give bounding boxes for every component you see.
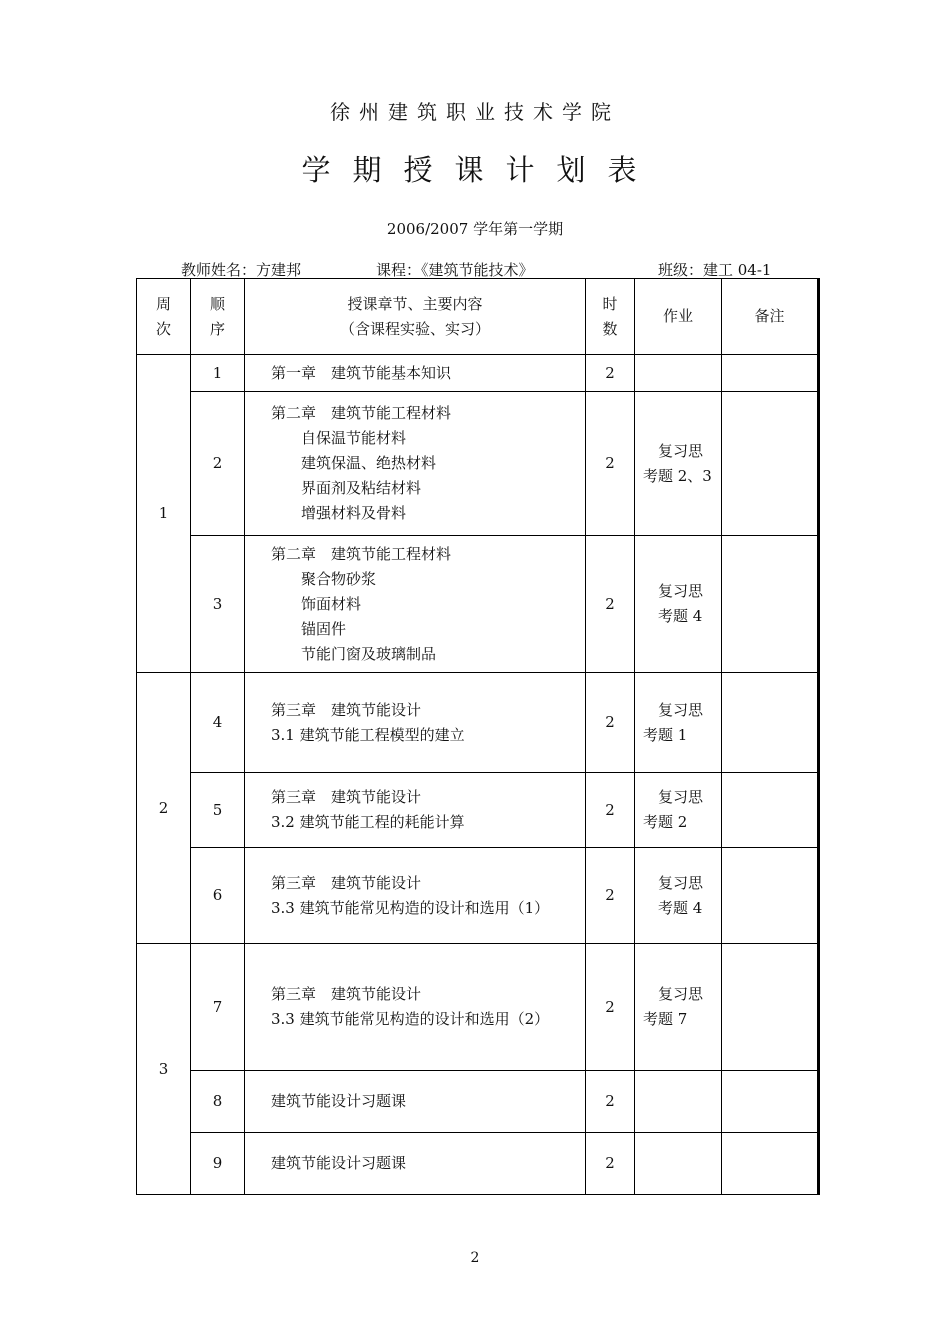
page-title: 学期授课计划表 <box>301 153 659 187</box>
week-cell: 3 <box>137 944 191 1195</box>
sequence-cell: 2 <box>191 392 245 536</box>
table-row <box>137 944 819 1071</box>
sequence-cell: 9 <box>191 1133 245 1195</box>
content-cell: 第三章 建筑节能设计 3.2 建筑节能工程的耗能计算 <box>245 773 586 848</box>
term-label: 2006/2007 学年第一学期 <box>386 220 564 238</box>
remarks-cell <box>722 1071 819 1133</box>
remarks-header: 备注 <box>722 279 819 355</box>
table-row <box>137 773 819 848</box>
homework-cell <box>635 1071 722 1133</box>
remarks-cell <box>722 1133 819 1195</box>
sequence-cell: 4 <box>191 673 245 773</box>
school-name: 徐州建筑职业技术学院 <box>330 100 620 124</box>
hours-cell: 2 <box>586 944 635 1071</box>
homework-header: 作业 <box>635 279 722 355</box>
table-row <box>137 1133 819 1195</box>
table-row <box>137 1071 819 1133</box>
content-cell: 第二章 建筑节能工程材料 自保温节能材料 建筑保温、绝热材料 界面剂及粘结材料 增强材料及骨料 <box>245 392 586 536</box>
hours-cell: 2 <box>586 673 635 773</box>
content-cell: 第一章 建筑节能基本知识 <box>245 355 586 392</box>
hours-cell: 2 <box>586 355 635 392</box>
homework-cell <box>635 355 722 392</box>
table-row <box>137 536 819 673</box>
homework-cell: 复习思 考题 1 <box>635 673 722 773</box>
sequence-cell: 1 <box>191 355 245 392</box>
hours-cell: 2 <box>586 536 635 673</box>
content-cell: 建筑节能设计习题课 <box>245 1071 586 1133</box>
week-header: 周 次 <box>137 279 191 355</box>
homework-cell: 复习思 考题 4 <box>635 536 722 673</box>
sequence-cell: 7 <box>191 944 245 1071</box>
header-row <box>137 279 819 355</box>
sequence-cell: 5 <box>191 773 245 848</box>
teacher-name: 教师姓名：方建邦 <box>181 261 302 279</box>
homework-cell <box>635 1133 722 1195</box>
remarks-cell <box>722 536 819 673</box>
content-cell: 第三章 建筑节能设计 3.3 建筑节能常见构造的设计和选用（1） <box>245 848 586 944</box>
sequence-cell: 6 <box>191 848 245 944</box>
remarks-cell <box>722 848 819 944</box>
remarks-cell <box>722 944 819 1071</box>
table-row <box>137 392 819 536</box>
hours-cell: 2 <box>586 773 635 848</box>
table-row <box>137 673 819 773</box>
table-row <box>137 355 819 392</box>
week-cell: 2 <box>137 673 191 944</box>
hours-cell: 2 <box>586 848 635 944</box>
homework-cell: 复习思 考题 2、3 <box>635 392 722 536</box>
class-name: 班级：建工 04-1 <box>658 261 772 279</box>
week-cell: 1 <box>137 355 191 673</box>
remarks-cell <box>722 355 819 392</box>
content-cell: 第二章 建筑节能工程材料 聚合物砂浆 饰面材料 锚固件 节能门窗及玻璃制品 <box>245 536 586 673</box>
hours-cell: 2 <box>586 1071 635 1133</box>
hours-cell: 2 <box>586 1133 635 1195</box>
remarks-cell <box>722 673 819 773</box>
homework-cell: 复习思 考题 2 <box>635 773 722 848</box>
content-cell: 建筑节能设计习题课 <box>245 1133 586 1195</box>
hours-cell: 2 <box>586 392 635 536</box>
remarks-cell <box>722 392 819 536</box>
content-cell: 第三章 建筑节能设计 3.1 建筑节能工程模型的建立 <box>245 673 586 773</box>
sequence-cell: 8 <box>191 1071 245 1133</box>
page-number: 2 <box>470 1250 480 1266</box>
homework-cell: 复习思 考题 7 <box>635 944 722 1071</box>
hours-header: 时 数 <box>586 279 635 355</box>
course-name: 课程：《建筑节能技术》 <box>376 261 534 279</box>
homework-cell: 复习思 考题 4 <box>635 848 722 944</box>
table-row <box>137 848 819 944</box>
schedule-table <box>136 278 820 1195</box>
content-header: 授课章节、主要内容 （含课程实验、实习） <box>245 279 586 355</box>
sequence-cell: 3 <box>191 536 245 673</box>
remarks-cell <box>722 773 819 848</box>
content-cell: 第三章 建筑节能设计 3.3 建筑节能常见构造的设计和选用（2） <box>245 944 586 1071</box>
sequence-header: 顺 序 <box>191 279 245 355</box>
